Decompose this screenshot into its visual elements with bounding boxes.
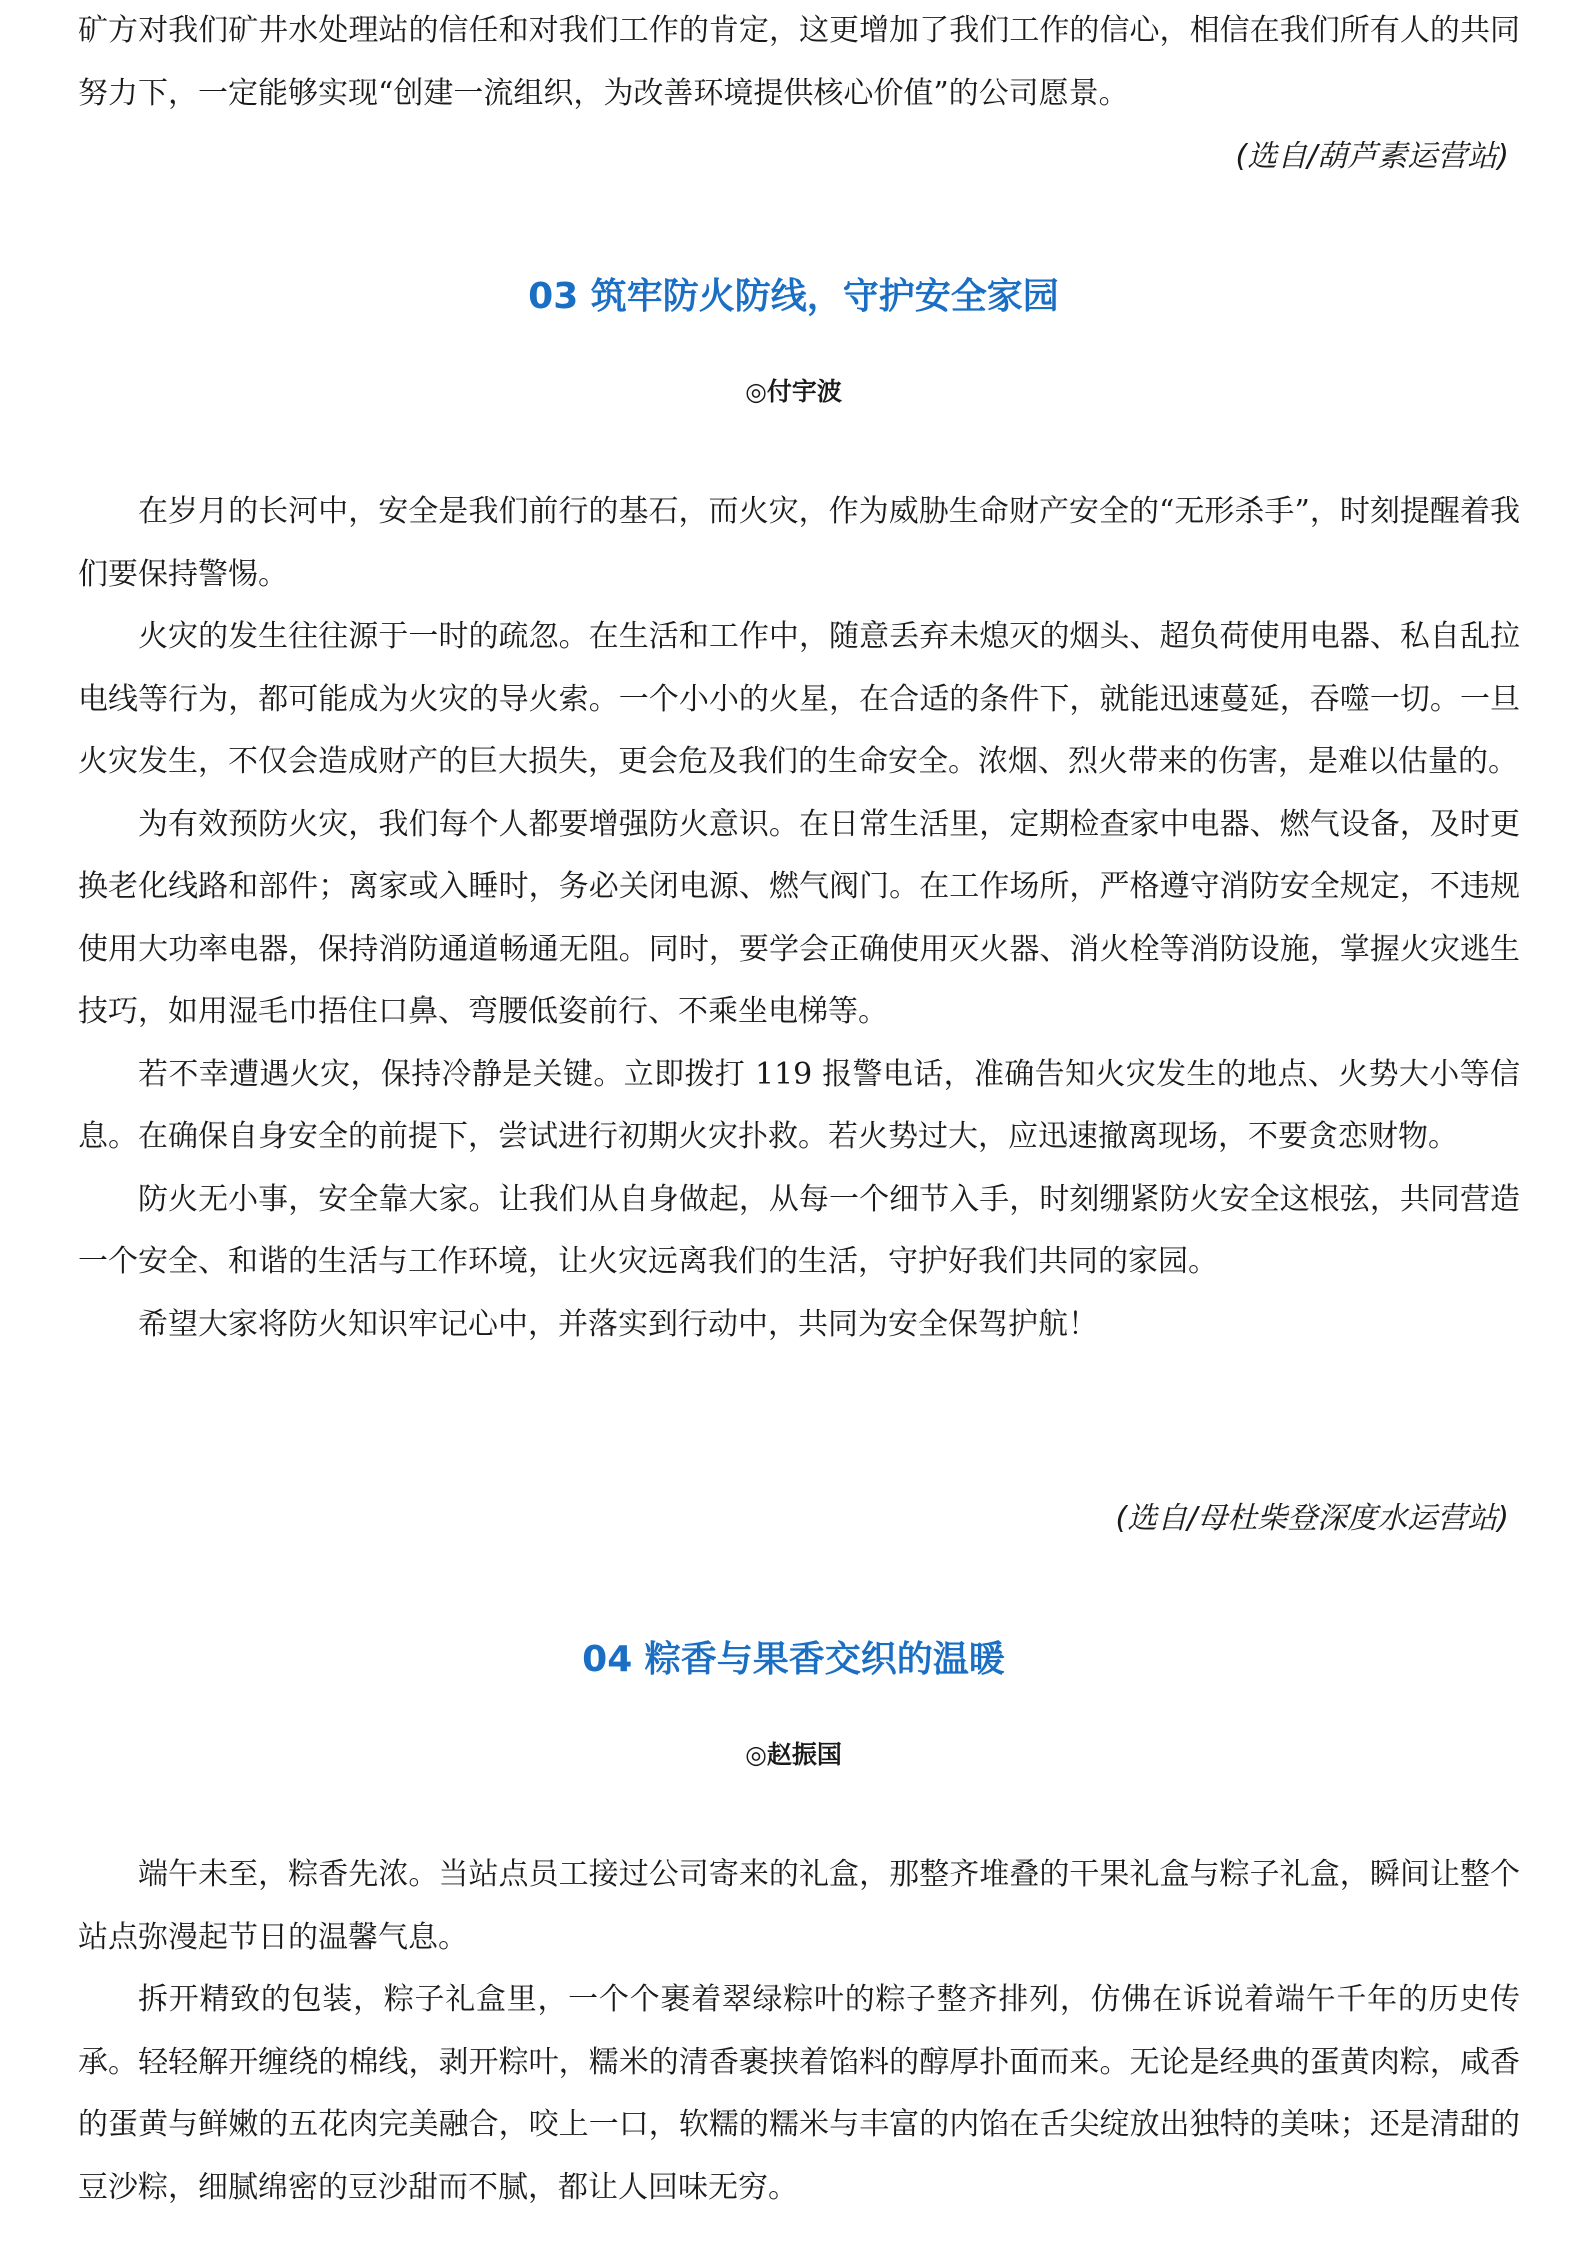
article3-source: (选自/母杜柴登深度水运营站) — [1115, 1501, 1509, 1536]
article3-author: ◎付宇波 — [745, 377, 842, 406]
article3-paragraph-4: 若不幸遭遇火灾，保持冷静是关键。立即拨打 119 报警电话，准确告知火灾发生的地点、火势大小等信息。在确保自身安全的前提下，尝试进行初期火灾扑救。若火势过大，应迅速撤离现场，不要贪恋财物。 — [78, 1056, 1520, 1154]
article4-body — [78, 1844, 1520, 2219]
article3-paragraph-2: 火灾的发生往往源于一时的疏忽。在生活和工作中，随意丢弃未熄灭的烟头、超负荷使用电器、私自乱拉电线等行为，都可能成为火灾的导火索。一个小小的火星，在合适的条件下，就能迅速蔓延，吞噬一切。一旦火灾发生，不仅会造成财产的巨大损失，更会危及我们的生命安全。浓烟、烈火带来的伤害，是难以估量的。 — [78, 619, 1520, 779]
article3-paragraph-5: 防火无小事，安全靠大家。让我们从自身做起，从每一个细节入手，时刻绷紧防火安全这根弦，共同营造一个安全、和谐的生活与工作环境，让火灾远离我们的生活，守护好我们共同的家园。 — [78, 1181, 1520, 1279]
article3-body — [78, 481, 1520, 1356]
article4-author: ◎赵振国 — [745, 1740, 842, 1769]
article4-title: 04 粽香与果香交织的温暖 — [582, 1639, 1005, 1680]
article4-paragraph-2: 拆开精致的包装，粽子礼盒里，一个个裹着翠绿粽叶的粽子整齐排列，仿佛在诉说着端午千年的历史传承。轻轻解开缠绕的棉线，剥开粽叶，糯米的清香裹挟着馅料的醇厚扑面而来。无论是经典的蛋黄肉粽，咸香的蛋黄与鲜嫩的五花肉完美融合，咬上一口，软糯的糯米与丰富的内馅在舌尖绽放出独特的美味；还是清甜的豆沙粽，细腻绵密的豆沙甜而不腻，都让人回味无穷。 — [78, 1982, 1520, 2205]
article3-title: 03 筑牢防火防线，守护安全家园 — [528, 276, 1059, 317]
intro-paragraph: 矿方对我们矿井水处理站的信任和对我们工作的肯定，这更增加了我们工作的信心，相信在我们所有人的共同努力下，一定能够实现“创建一流组织，为改善环境提供核心价值”的公司愿景。 — [78, 13, 1520, 111]
intro-body — [78, 0, 1520, 125]
article3-paragraph-1: 在岁月的长河中，安全是我们前行的基石，而火灾，作为威胁生命财产安全的“无形杀手”，时刻提醒着我们要保持警惕。 — [78, 494, 1520, 592]
article4-paragraph-1: 端午未至，粽香先浓。当站点员工接过公司寄来的礼盒，那整齐堆叠的干果礼盒与粽子礼盒，瞬间让整个站点弥漫起节日的温馨气息。 — [78, 1857, 1520, 1955]
article3-paragraph-6: 希望大家将防火知识牢记心中，并落实到行动中，共同为安全保驾护航！ — [138, 1306, 1098, 1342]
article3-paragraph-3: 为有效预防火灾，我们每个人都要增强防火意识。在日常生活里，定期检查家中电器、燃气设备，及时更换老化线路和部件；离家或入睡时，务必关闭电源、燃气阀门。在工作场所，严格遵守消防安全规定，不违规使用大功率电器，保持消防通道畅通无阻。同时，要学会正确使用灭火器、消火栓等消防设施，掌握火灾逃生技巧，如用湿毛巾捂住口鼻、弯腰低姿前行、不乘坐电梯等。 — [78, 806, 1520, 1029]
intro-source: (选自/葫芦素运营站) — [1235, 139, 1509, 174]
